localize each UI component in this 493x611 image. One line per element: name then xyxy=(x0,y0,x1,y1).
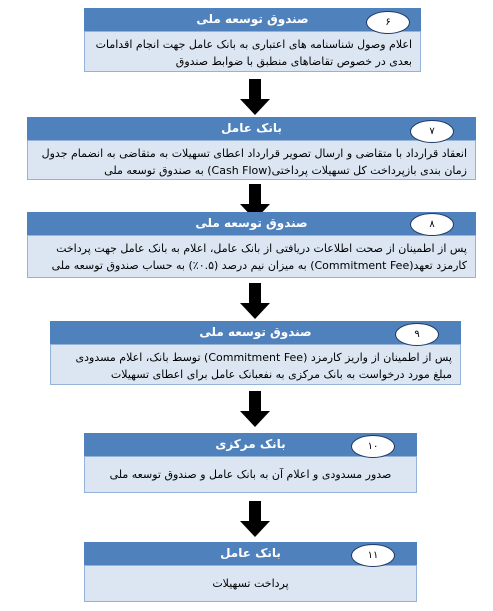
arrow-down-icon xyxy=(240,283,270,319)
step-description: انعقاد قرارداد با متقاضی و ارسال تصویر قرارداد اعطای تسهیلات به متقاضی به انضمام جدول زمان بندی بازپرداخت کل تسهیلات پرداختی(Cash Flow) به صندوق توسعه ملی xyxy=(27,140,476,180)
flow-step-8 xyxy=(27,212,476,278)
arrow-down-icon xyxy=(240,501,270,537)
flow-step-10 xyxy=(84,433,417,493)
step-title: صندوق توسعه ملی xyxy=(27,212,476,235)
step-title: بانک عامل xyxy=(84,542,417,565)
flow-step-11 xyxy=(84,542,417,602)
step-title: بانک عامل xyxy=(27,117,476,140)
step-title: بانک مرکزی xyxy=(84,433,417,456)
step-number-badge: ۸ xyxy=(410,213,454,236)
step-number-badge: ۹ xyxy=(395,323,439,346)
step-number-badge: ۷ xyxy=(410,120,454,143)
arrow-down-icon xyxy=(240,79,270,115)
flow-step-7 xyxy=(27,117,476,180)
flow-step-6 xyxy=(84,8,421,72)
flow-step-9 xyxy=(50,321,461,385)
step-description: صدور مسدودی و اعلام آن به بانک عامل و صندوق توسعه ملی xyxy=(84,456,417,493)
step-number-badge: ۱۱ xyxy=(351,544,395,567)
step-description: پس از اطمینان از واریز کارمزد (Commitment Fee) توسط بانک، اعلام مسدودی مبلغ مورد درخواست به بانک مرکزی به نفعبانک عامل برای اعطای تسهیلات xyxy=(50,344,461,385)
step-title: صندوق توسعه ملی xyxy=(50,321,461,344)
step-description: اعلام وصول شناسنامه های اعتباری به بانک عامل جهت انجام اقدامات بعدی در خصوص تقاضاهای منطبق با ضوابط صندوق xyxy=(84,31,421,72)
step-number-badge: ۱۰ xyxy=(351,435,395,458)
step-title: صندوق توسعه ملی xyxy=(84,8,421,31)
step-description: پس از اطمینان از صحت اطلاعات دریافتی از بانک عامل، اعلام به بانک عامل جهت پرداخت کارمزد تعهد(Commitment Fee) به میزان نیم درصد (۰.۵٪) به حساب صندوق توسعه ملی xyxy=(27,235,476,278)
step-description: پرداخت تسهیلات xyxy=(84,565,417,602)
arrow-down-icon xyxy=(240,391,270,427)
step-number-badge: ۶ xyxy=(366,11,410,34)
